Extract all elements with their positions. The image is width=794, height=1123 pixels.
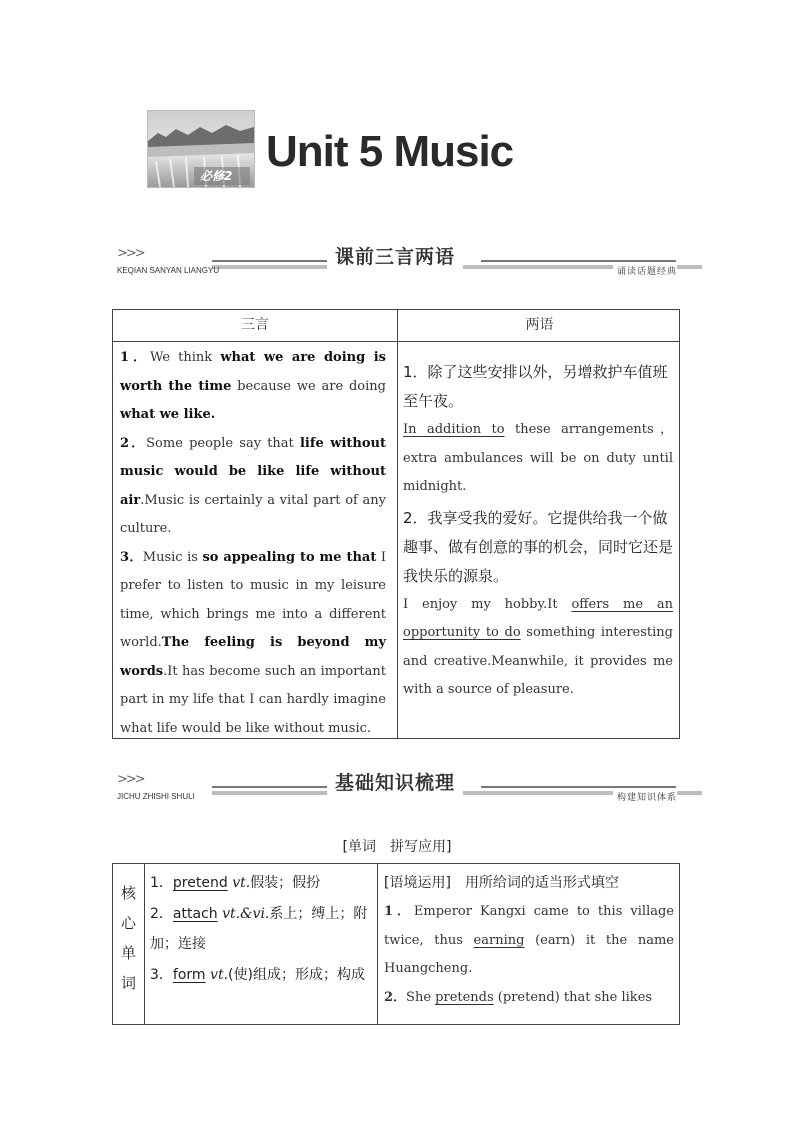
page-title: Unit 5 Music — [266, 127, 514, 176]
vocab-meaning: 系上；缚上；附加；连接 — [150, 905, 368, 952]
translation-en-2 — [403, 591, 673, 705]
chevron-icon: >>> — [117, 772, 144, 787]
translations-column — [403, 358, 673, 705]
translation-cn-2: 2．我享受我的爱好。它提供给我一个做趣事、做有创意的事的机会，同时它还是我快乐的源泉。 — [403, 508, 674, 585]
translation-en-text: something interesting and creative.Meanwhile, it provides me with a source of pleasure. — [403, 625, 673, 697]
unit-thumbnail — [147, 110, 255, 188]
quote-highlight: what we are doing is worth the time — [120, 350, 386, 394]
answer-underline: offers me an opportunity to do — [403, 596, 673, 640]
vocab-list — [150, 868, 372, 990]
vocab-item — [150, 899, 372, 960]
badge-text: 必修2 — [200, 169, 233, 183]
exercise-tag: [语境运用] — [384, 875, 451, 891]
vocab-word: attach — [172, 905, 218, 922]
translation-en-text: these arrangements，extra ambulances will be on duty until midnight. — [403, 422, 673, 494]
label-char: 核 — [120, 884, 136, 902]
section-banner-basics — [117, 768, 677, 808]
waterfall-image — [148, 111, 254, 187]
section-title: 基础知识梳理 — [327, 768, 463, 795]
quote-highlight: The feeling is beyond my words — [120, 635, 386, 679]
item-number: 2． — [384, 989, 407, 1005]
quote-item — [120, 344, 386, 430]
translation-cn-1: 1．除了这些安排以外，另增救护车值班至午夜。 — [403, 363, 668, 410]
vocab-word: form — [172, 966, 206, 983]
quote-text: Some people say that — [146, 435, 300, 451]
section-tag: 诵读话题经典 — [613, 264, 677, 277]
label-char: 词 — [120, 974, 136, 992]
quote-text: We think — [150, 350, 221, 365]
vocab-meaning: (使)组成；形成；构成 — [228, 966, 365, 983]
section-pinyin: KEQIAN SANYAN LIANGYU — [117, 266, 220, 275]
quote-highlight: so appealing to me that — [202, 549, 377, 565]
exercise-text: (pretend) that she likes — [493, 989, 653, 1005]
item-number: 3． — [150, 966, 173, 983]
core-words-label — [113, 878, 144, 998]
exercise-instruction: 用所给词的适当形式填空 — [464, 875, 619, 891]
answer-blank: pretends — [435, 989, 494, 1005]
section-pinyin: JICHU ZHISHI SHULI — [117, 792, 195, 801]
part-of-speech: vt. — [210, 966, 229, 983]
item-number: 2． — [120, 435, 147, 451]
section-tag: 构建知识体系 — [613, 790, 677, 803]
exercise-text: (earn) it the name Huangcheng. — [384, 932, 674, 976]
chevron-icon: >>> — [117, 246, 144, 261]
item-number: 1． — [150, 875, 173, 891]
label-char: 单 — [120, 944, 136, 962]
vocab-subheading: [单词 拼写应用] — [342, 839, 452, 855]
quote-text: I prefer to listen to music in my leisure time, which brings me into a different world. — [120, 549, 386, 650]
part-of-speech: vt. — [232, 875, 251, 891]
quote-text: Music is — [142, 549, 203, 565]
part-of-speech: vt.&vi. — [222, 905, 270, 922]
quote-item — [120, 430, 386, 544]
item-number: 1． — [120, 350, 151, 365]
exercise-text: She — [406, 989, 436, 1005]
quote-text: .It has become such an important part in my life that I can hardly imagine what life would be like without music. — [120, 663, 386, 736]
column-header-left: 三言 — [241, 317, 269, 333]
column-header-right: 两语 — [525, 317, 554, 333]
quote-highlight: what we like. — [120, 407, 216, 422]
vocab-word: pretend — [172, 875, 228, 891]
exercise-text: Emperor Kangxi came to this village twice, thus — [384, 904, 674, 948]
quote-highlight: life without music would be like life without air — [120, 435, 386, 508]
answer-underline: In addition to — [403, 422, 505, 437]
quote-text: because we are doing — [231, 378, 386, 394]
item-number: 1． — [384, 904, 414, 919]
label-char: 心 — [120, 914, 136, 932]
vocab-meaning: 假装；假扮 — [250, 875, 321, 891]
vocab-item — [150, 868, 372, 899]
exercise-heading — [384, 868, 674, 898]
quotes-table — [112, 309, 680, 739]
vocab-item — [150, 960, 372, 991]
section-banner-prelesson — [117, 242, 677, 282]
exercise-item — [384, 984, 674, 1013]
translation-en-1 — [403, 416, 673, 502]
vocab-table — [112, 863, 680, 1025]
quote-item — [120, 544, 386, 744]
answer-blank: earning — [473, 932, 525, 948]
section-title: 课前三言两语 — [327, 242, 463, 269]
item-number: 2． — [150, 905, 173, 922]
exercise-column — [384, 868, 674, 1012]
exercise-item — [384, 898, 674, 984]
quote-text: .Music is certainly a vital part of any culture. — [120, 492, 386, 536]
quotes-column — [120, 344, 386, 743]
translation-en-text: I enjoy my hobby.It — [403, 596, 572, 612]
item-number: 3． — [120, 549, 143, 565]
